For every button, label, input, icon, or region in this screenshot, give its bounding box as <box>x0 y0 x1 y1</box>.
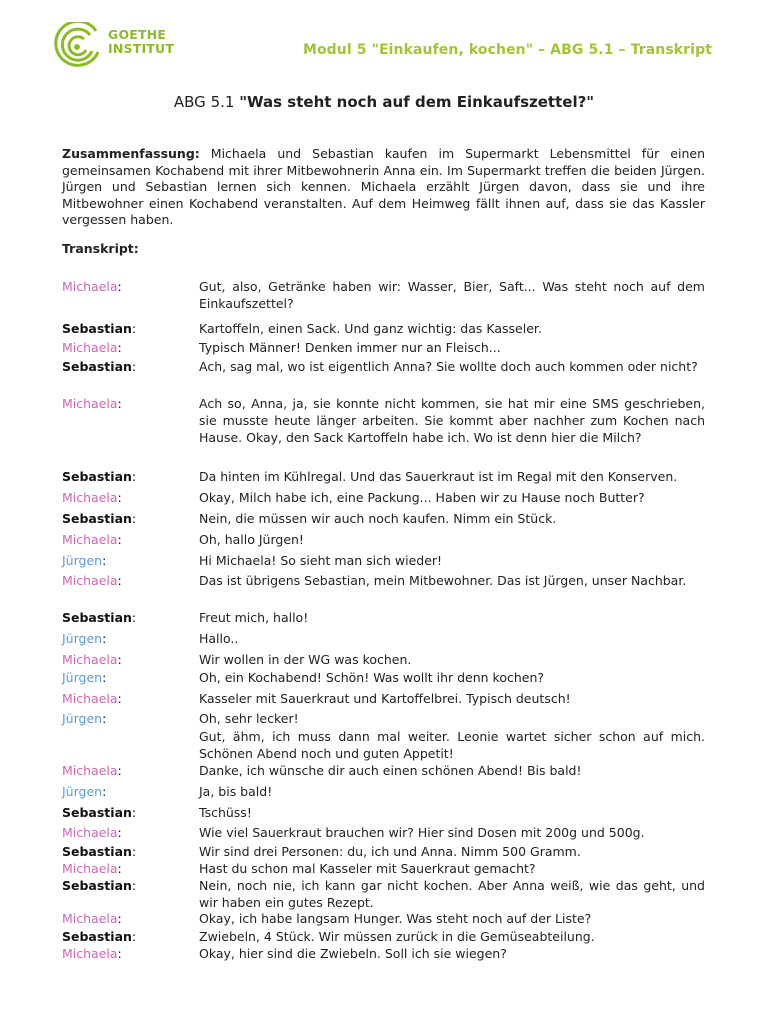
speaker-name: Sebastian <box>62 878 132 893</box>
speaker-colon: : <box>131 805 137 820</box>
speaker-label <box>62 510 199 527</box>
goethe-institut-logo <box>52 22 222 72</box>
speaker-name: Michaela <box>62 279 118 294</box>
utterance-text: Okay, Milch habe ich, eine Packung... Haben wir zu Hause noch Butter? <box>199 490 645 505</box>
document-title <box>0 93 768 111</box>
speaker-name: Michaela <box>62 825 118 840</box>
transcript-line <box>62 468 705 485</box>
speaker-name: Sebastian <box>62 610 132 625</box>
transcript-line <box>62 710 705 727</box>
utterance-text: Oh, ein Kochabend! Schön! Was wollt ihr denn kochen? <box>199 670 545 685</box>
utterance-text: Hallo.. <box>199 631 239 646</box>
transcript-line <box>62 910 705 927</box>
speaker-colon: : <box>117 763 122 778</box>
transcript-line <box>62 945 705 962</box>
speaker-colon: : <box>102 784 107 799</box>
speaker-colon: : <box>117 279 122 294</box>
utterance-text: Kasseler mit Sauerkraut und Kartoffelbrei. Typisch deutsch! <box>199 691 571 706</box>
speaker-label <box>62 824 199 841</box>
utterance-text: Nein, noch nie, ich kann gar nicht kochen. Aber Anna weiß, wie das geht, und wir haben ein gutes Rezept. <box>199 878 705 910</box>
transcript-line <box>62 395 705 446</box>
speaker-label <box>62 358 199 375</box>
speaker-label <box>62 651 199 668</box>
speaker-label <box>62 278 199 312</box>
speaker-label <box>62 320 199 337</box>
title-prefix: ABG 5.1 <box>173 93 240 111</box>
speaker-name: Sebastian <box>62 929 132 944</box>
transcript-line <box>62 690 705 707</box>
speaker-name: Michaela <box>62 652 118 667</box>
speaker-label <box>62 910 199 927</box>
speaker-colon: : <box>117 825 122 840</box>
speaker-colon: : <box>131 359 137 374</box>
speaker-colon: : <box>117 652 122 667</box>
transcript-line <box>62 651 705 668</box>
utterance-text: Oh, hallo Jürgen! <box>199 532 304 547</box>
speaker-colon: : <box>131 469 137 484</box>
speaker-colon: : <box>131 844 137 859</box>
utterance-text: Typisch Männer! Denken immer nur an Fleisch... <box>199 340 501 355</box>
transcript-line <box>62 358 705 375</box>
speaker-label <box>62 710 199 727</box>
transcript-line <box>62 510 705 527</box>
speaker-colon: : <box>117 911 122 926</box>
logo-line-2: INSTITUT <box>108 41 175 56</box>
speaker-label <box>62 762 199 779</box>
speaker-colon: : <box>102 670 107 685</box>
speaker-colon: : <box>117 573 122 588</box>
summary-text: Michaela und Sebastian kaufen im Supermarkt Lebensmittel für einen gemeinsamen Kochabend mit ihrer Mitbewohnerin Anna ein. Im Supermarkt treffen die beiden Jürgen. Jürgen und Sebastian lernen sich kennen. Michaela erzählt Jürgen davon, dass sie und ihre Mitbewohner einen Kochabend veranstalten. Auf dem Heimweg fällt ihnen auf, dass sie das Kassler vergessen haben. <box>62 146 705 227</box>
speaker-name: Sebastian <box>62 805 132 820</box>
speaker-name: Michaela <box>62 490 118 505</box>
speaker-name: Jürgen <box>62 711 103 726</box>
speaker-label <box>62 690 199 707</box>
speaker-colon: : <box>131 610 137 625</box>
speaker-label <box>62 572 199 589</box>
utterance-text: Gut, ähm, ich muss dann mal weiter. Leonie wartet sicher schon auf mich. Schönen Abend noch und guten Appetit! <box>199 729 705 761</box>
speaker-name: Sebastian <box>62 844 132 859</box>
logo-line-1: GOETHE <box>108 27 167 42</box>
title-main: "Was steht noch auf dem Einkaufszettel?" <box>239 93 595 111</box>
speaker-label <box>62 783 199 800</box>
speaker-colon: : <box>102 553 107 568</box>
speaker-colon: : <box>131 321 137 336</box>
speaker-label <box>62 843 199 860</box>
utterance-text: Wie viel Sauerkraut brauchen wir? Hier sind Dosen mit 200g und 500g. <box>199 825 645 840</box>
speaker-label <box>62 339 199 356</box>
speaker-name: Jürgen <box>62 670 103 685</box>
utterance-text: Ja, bis bald! <box>199 784 273 799</box>
utterance-text: Kartoffeln, einen Sack. Und ganz wichtig: das Kasseler. <box>199 321 542 336</box>
speaker-name: Michaela <box>62 691 118 706</box>
speaker-name: Michaela <box>62 573 118 588</box>
transcript-line <box>62 783 705 800</box>
speaker-name: Jürgen <box>62 784 103 799</box>
speaker-name: Jürgen <box>62 631 103 646</box>
speaker-colon: : <box>117 490 122 505</box>
speaker-colon: : <box>117 396 122 411</box>
transcript-line <box>62 843 705 860</box>
summary-label: Zusammenfassung: <box>62 146 200 161</box>
transcript-line <box>62 728 705 762</box>
speaker-name: Michaela <box>62 396 118 411</box>
speaker-name: Sebastian <box>62 511 132 526</box>
speaker-label <box>62 728 199 762</box>
speaker-name: Michaela <box>62 946 118 961</box>
speaker-label <box>62 928 199 945</box>
utterance-text: Danke, ich wünsche dir auch einen schönen Abend! Bis bald! <box>199 763 582 778</box>
transcript-line <box>62 669 705 686</box>
transcript-line <box>62 630 705 647</box>
summary-paragraph <box>62 146 705 229</box>
speaker-label <box>62 860 199 877</box>
utterance-text: Das ist übrigens Sebastian, mein Mitbewohner. Das ist Jürgen, unser Nachbar. <box>199 573 687 588</box>
utterance-text: Hi Michaela! So sieht man sich wieder! <box>199 553 443 568</box>
utterance-text: Ach, sag mal, wo ist eigentlich Anna? Sie wollte doch auch kommen oder nicht? <box>199 359 698 374</box>
utterance-text: Tschüss! <box>199 805 252 820</box>
speaker-colon: : <box>117 532 122 547</box>
transcript-line <box>62 860 705 877</box>
transcript-line <box>62 877 705 911</box>
speaker-label <box>62 489 199 506</box>
speaker-name: Michaela <box>62 861 118 876</box>
transcript-label: Transkript: <box>62 241 139 256</box>
speaker-label <box>62 945 199 962</box>
speaker-label <box>62 609 199 626</box>
goethe-logo-icon <box>52 22 102 72</box>
speaker-name: Michaela <box>62 763 118 778</box>
speaker-name: Sebastian <box>62 359 132 374</box>
speaker-label <box>62 468 199 485</box>
speaker-colon: : <box>117 861 122 876</box>
logo-text <box>108 28 174 56</box>
speaker-name: Michaela <box>62 911 118 926</box>
speaker-colon: : <box>131 511 137 526</box>
transcript-line <box>62 552 705 569</box>
speaker-label <box>62 630 199 647</box>
utterance-text: Wir sind drei Personen: du, ich und Anna. Nimm 500 Gramm. <box>199 844 581 859</box>
speaker-label <box>62 877 199 911</box>
transcript-line <box>62 339 705 356</box>
transcript-line <box>62 609 705 626</box>
transcript-line <box>62 804 705 821</box>
speaker-colon: : <box>131 878 137 893</box>
utterance-text: Oh, sehr lecker! <box>199 711 299 726</box>
speaker-name: Jürgen <box>62 553 103 568</box>
utterance-text: Okay, hier sind die Zwiebeln. Soll ich sie wiegen? <box>199 946 507 961</box>
speaker-name: Michaela <box>62 532 118 547</box>
transcript-line <box>62 531 705 548</box>
speaker-label <box>62 552 199 569</box>
transcript-line <box>62 320 705 337</box>
speaker-name: Sebastian <box>62 469 132 484</box>
speaker-label <box>62 531 199 548</box>
utterance-text: Da hinten im Kühlregal. Und das Sauerkraut ist im Regal mit den Konserven. <box>199 469 678 484</box>
speaker-label <box>62 669 199 686</box>
utterance-text: Hast du schon mal Kasseler mit Sauerkraut gemacht? <box>199 861 536 876</box>
transcript-line <box>62 572 705 589</box>
utterance-text: Nein, die müssen wir auch noch kaufen. Nimm ein Stück. <box>199 511 557 526</box>
module-header: Modul 5 "Einkaufen, kochen" – ABG 5.1 – Transkript <box>302 42 712 58</box>
speaker-colon: : <box>117 691 122 706</box>
utterance-text: Freut mich, hallo! <box>199 610 309 625</box>
speaker-colon: : <box>131 929 137 944</box>
speaker-name: Michaela <box>62 340 118 355</box>
utterance-text: Gut, also, Getränke haben wir: Wasser, Bier, Saft... Was steht noch auf dem Einkaufszettel? <box>199 279 705 311</box>
transcript-line <box>62 489 705 506</box>
utterance-text: Zwiebeln, 4 Stück. Wir müssen zurück in die Gemüseabteilung. <box>199 929 595 944</box>
speaker-colon: : <box>102 631 107 646</box>
speaker-label <box>62 395 199 446</box>
speaker-colon: : <box>117 946 122 961</box>
utterance-text: Wir wollen in der WG was kochen. <box>199 652 412 667</box>
transcript-line <box>62 762 705 779</box>
speaker-colon: : <box>102 711 107 726</box>
speaker-label <box>62 804 199 821</box>
transcript-line <box>62 824 705 841</box>
speaker-colon: : <box>117 340 122 355</box>
transcript-line <box>62 928 705 945</box>
speaker-name: Sebastian <box>62 321 132 336</box>
utterance-text: Okay, ich habe langsam Hunger. Was steht noch auf der Liste? <box>199 911 592 926</box>
transcript-line <box>62 278 705 312</box>
utterance-text: Ach so, Anna, ja, sie konnte nicht kommen, sie hat mir eine SMS geschrieben, sie musste heute länger arbeiten. Sie kommt aber nachher zum Kochen nach Hause. Okay, den Sack Kartoffeln habe ich. Wo ist denn hier die Milch? <box>199 396 705 445</box>
